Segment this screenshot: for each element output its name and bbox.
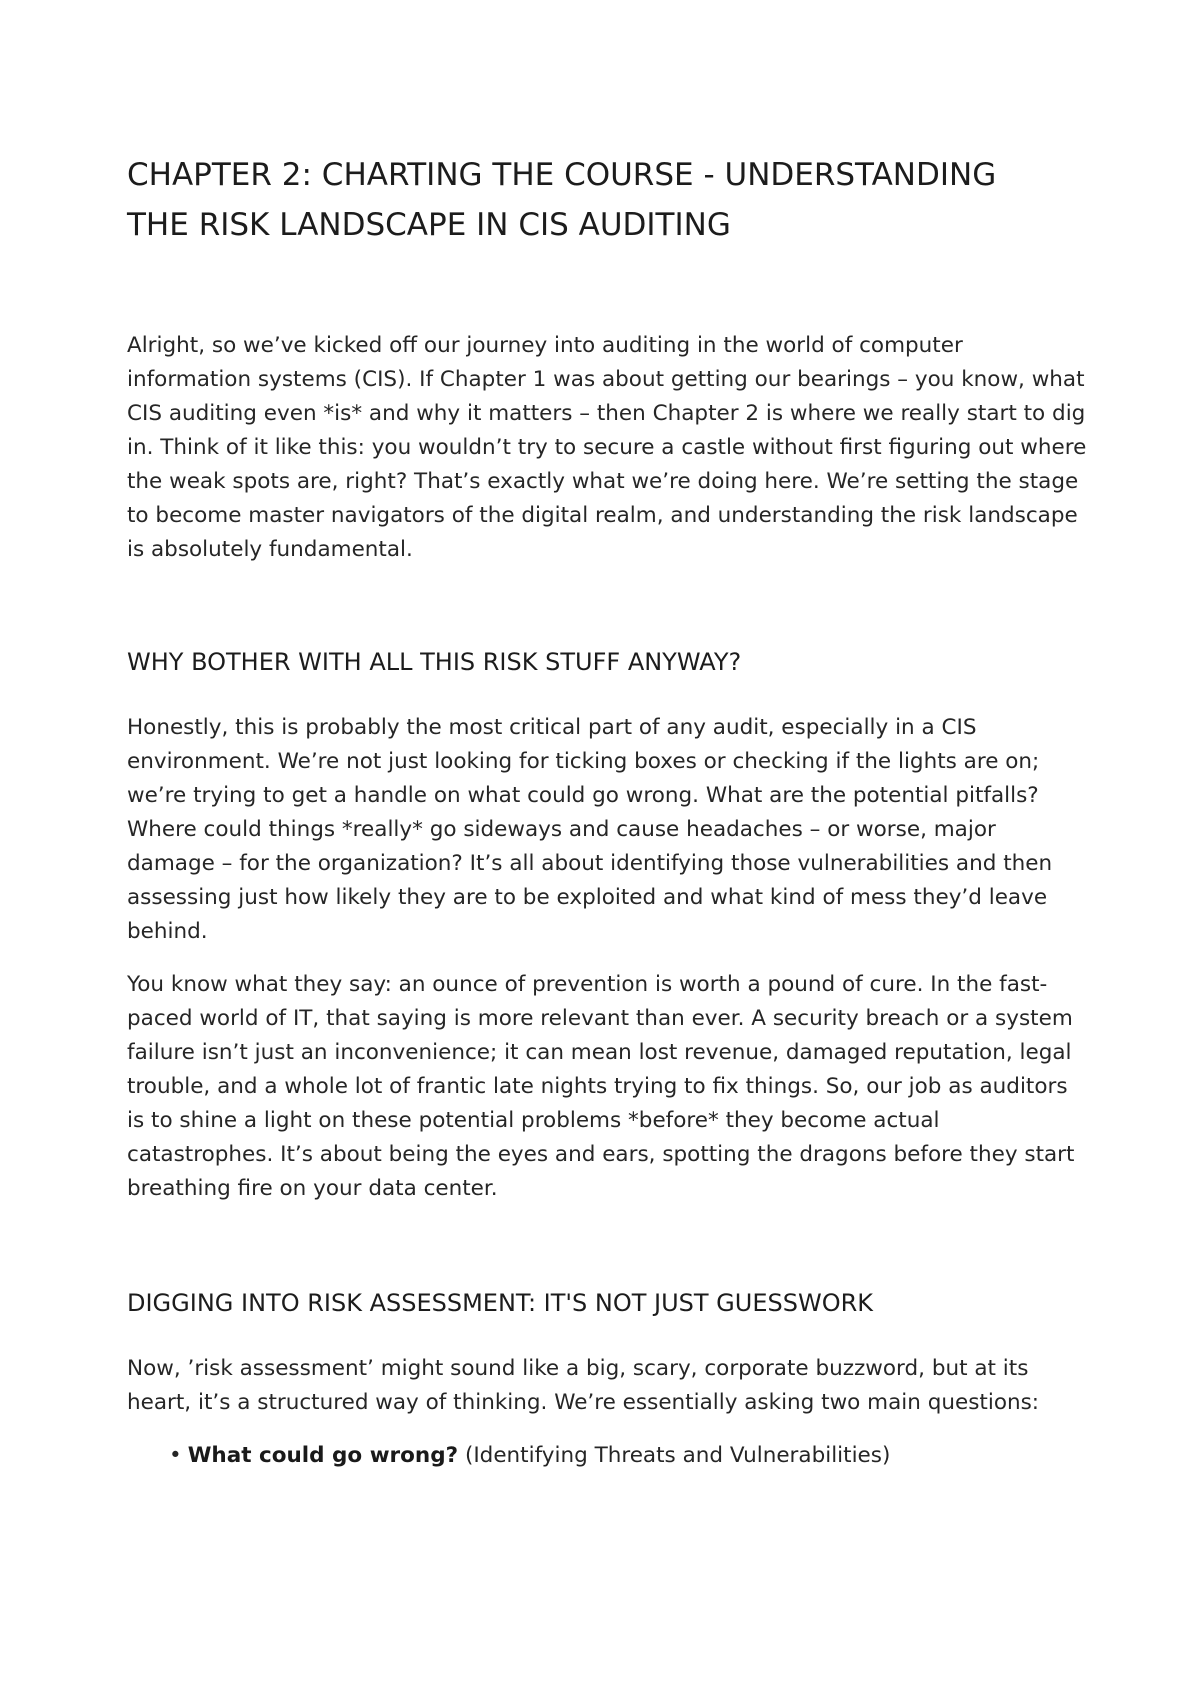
- section-heading-why-bother: WHY BOTHER WITH ALL THIS RISK STUFF ANYWAY?: [127, 648, 742, 676]
- section-heading-risk-assessment: DIGGING INTO RISK ASSESSMENT: IT'S NOT JUST GUESSWORK: [127, 1289, 873, 1317]
- bullet-marker: •: [169, 1443, 182, 1468]
- list-item: [169, 1439, 1087, 1473]
- section-paragraph: You know what they say: an ounce of prevention is worth a pound of cure. In the fast-paced world of IT, that saying is more relevant than ever. A security breach or a system failure isn’t just an inconvenience; it can mean lost revenue, damaged reputation, legal trouble, and a whole lot of frantic late nights trying to fix things. So, our job as auditors is to shine a light on these potential problems *before* they become actual catastrophes. It’s about being the eyes and ears, spotting the dragons before they start breathing fire on your data center.: [127, 972, 1075, 1201]
- intro-paragraph: Alright, so we’ve kicked off our journey into auditing in the world of computer information systems (CIS). If Chapter 1 was about getting our bearings – you know, what CIS auditing even *is* and why it matters – then Chapter 2 is where we really start to dig in. Think of it like this: you wouldn’t try to secure a castle without first figuring out where the weak spots are, right? That’s exactly what we’re doing here. We’re setting the stage to become master navigators of the digital realm, and understanding the risk landscape is absolutely fundamental.: [127, 333, 1087, 562]
- document-page: [127, 150, 1087, 1473]
- bullet-list: [127, 1439, 1087, 1473]
- section-paragraph: Now, ’risk assessment’ might sound like a big, scary, corporate buzzword, but at its heart, it’s a structured way of thinking. We’re essentially asking two main questions:: [127, 1356, 1040, 1415]
- section-paragraph: Honestly, this is probably the most critical part of any audit, especially in a CIS environment. We’re not just looking for ticking boxes or checking if the lights are on; we’re trying to get a handle on what could go wrong. What are the potential pitfalls? Where could things *really* go sideways and cause headaches – or worse, major damage – for the organization? It’s all about identifying those vulnerabilities and then assessing just how likely they are to be exploited and what kind of mess they’d leave behind.: [127, 715, 1053, 944]
- chapter-title: CHAPTER 2: CHARTING THE COURSE - UNDERSTANDING THE RISK LANDSCAPE IN CIS AUDITING: [127, 157, 997, 243]
- list-item-text: (Identifying Threats and Vulnerabilities): [458, 1443, 891, 1468]
- list-item-bold-label: What could go wrong?: [187, 1443, 459, 1468]
